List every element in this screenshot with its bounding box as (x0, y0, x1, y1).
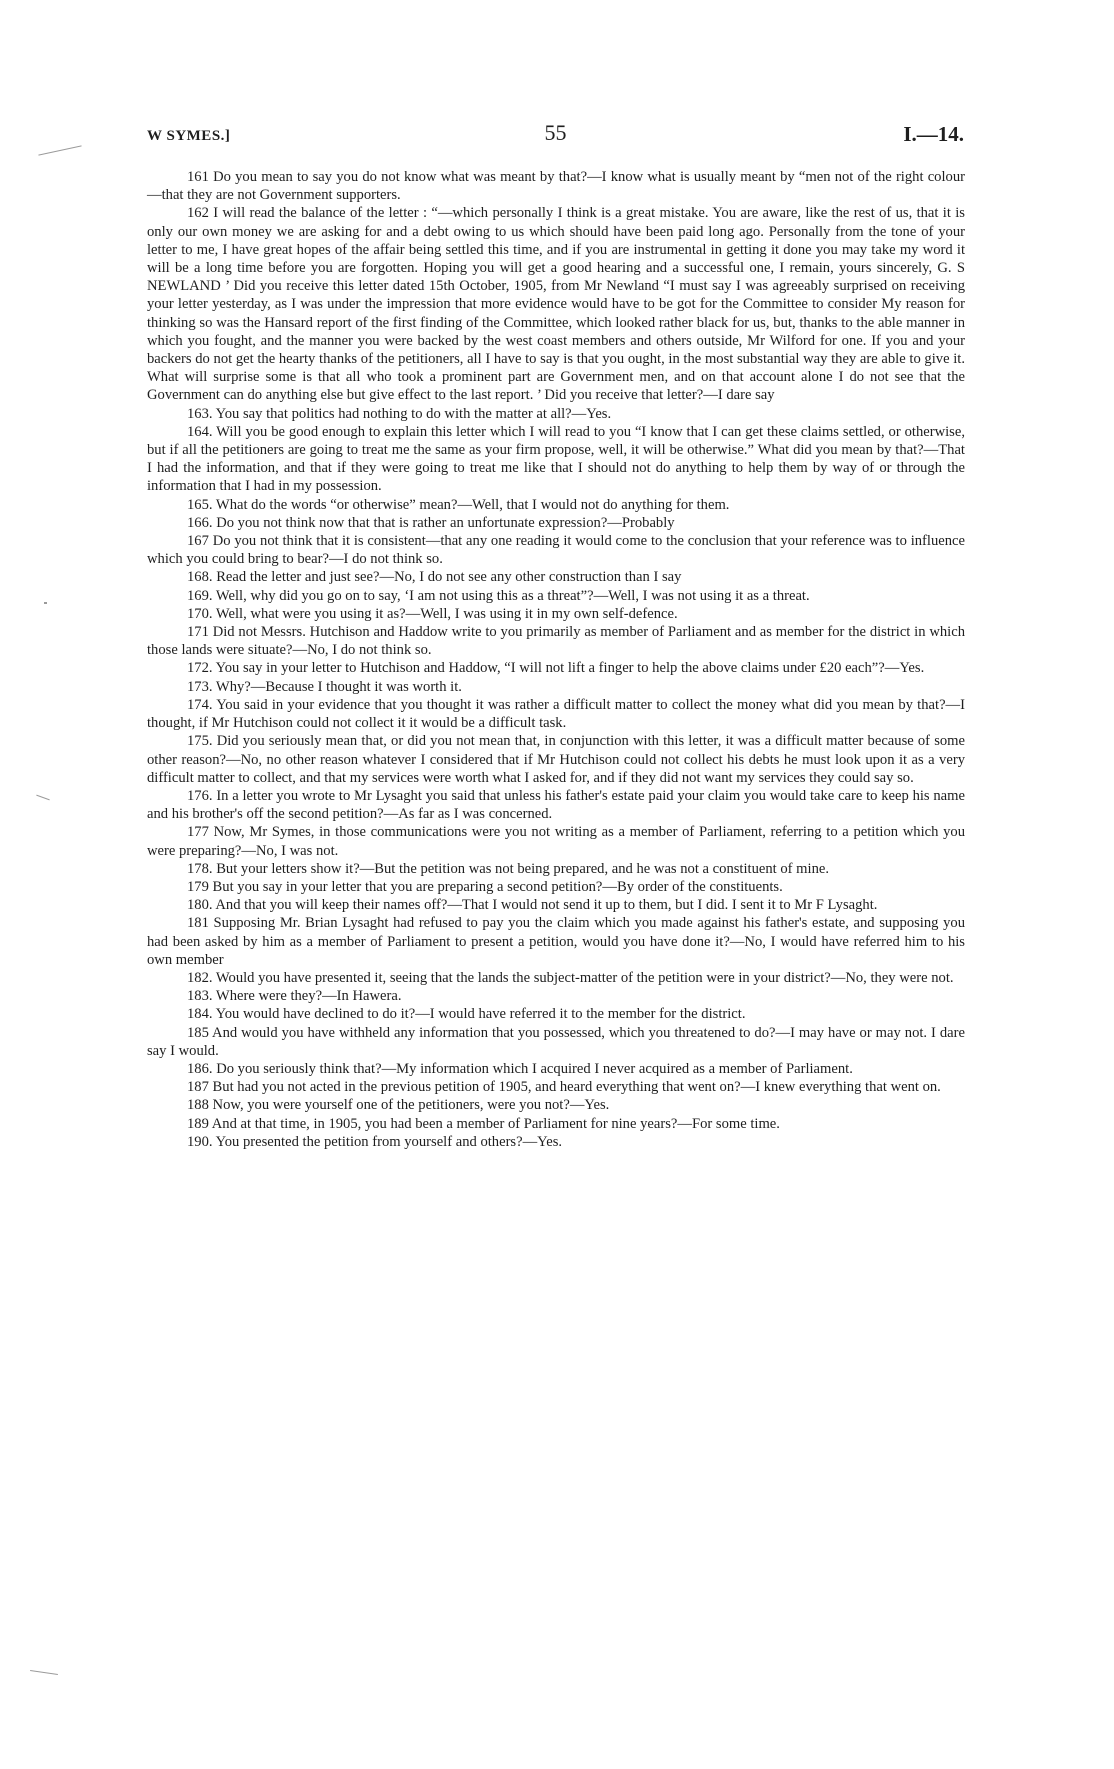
evidence-paragraph: 180. And that you will keep their names off?—That I would not send it up to them, but I did. I sent it to Mr F Lysaght. (187, 897, 878, 914)
evidence-paragraph: 189 And at that time, in 1905, you had been a member of Parliament for nine years?—For some time. (187, 1115, 780, 1132)
evidence-paragraph: 181 Supposing Mr. Brian Lysaght had refused to pay you the claim which you made against his father's estate, and supposing you had been asked by him as a member of Parliament to present a petition, would you have done it?—No, I would have referred him to his own member (147, 915, 965, 968)
evidence-paragraph: 171 Did not Messrs. Hutchison and Haddow write to you primarily as member of Parliament and as member for the district in which those lands were situate?—No, I do not think so. (147, 624, 965, 659)
header-witness-name: W SYMES.] (147, 128, 231, 144)
evidence-paragraph: 179 But you say in your letter that you are preparing a second petition?—By order of the constituents. (187, 878, 783, 895)
evidence-paragraph: 177 Now, Mr Symes, in those communications were you not writing as a member of Parliament, referring to a petition which you were preparing?—No, I was not. (147, 824, 965, 859)
evidence-paragraph: 184. You would have declined to do it?—I would have referred it to the member for the district. (187, 1006, 746, 1023)
evidence-paragraph: 174. You said in your evidence that you thought it was rather a difficult matter to collect the money what did you mean by that?—I thought, if Mr Hutchison could not collect it it would be a difficult task. (147, 696, 965, 732)
evidence-paragraph: 188 Now, you were yourself one of the petitioners, were you not?—Yes. (187, 1097, 610, 1114)
evidence-paragraph: 173. Why?—Because I thought it was worth it. (187, 678, 462, 695)
evidence-paragraph: 183. Where were they?—In Hawera. (187, 988, 402, 1005)
margin-mark (44, 602, 47, 604)
evidence-paragraph: 172. You say in your letter to Hutchison and Haddow, “I will not lift a finger to help the above claims under £20 each”?—Yes. (187, 660, 925, 677)
evidence-paragraph: 165. What do the words “or otherwise” mean?—Well, that I would not do anything for them. (187, 496, 730, 513)
margin-mark (30, 1670, 58, 1675)
evidence-paragraph: 190. You presented the petition from yourself and others?—Yes. (187, 1133, 563, 1150)
evidence-paragraph: 182. Would you have presented it, seeing that the lands the subject-matter of the petition were in your district?—No, they were not. (187, 969, 954, 986)
evidence-paragraph: 178. But your letters show it?—But the petition was not being prepared, and he was not a constituent of mine. (187, 860, 829, 877)
page-header (147, 120, 964, 152)
evidence-paragraph: 164. Will you be good enough to explain this letter which I will read to you “I know that I can get these claims settled, or otherwise, but if all the petitioners are going to treat me the same as your firm propose, well, it will be otherwise.” What did you mean by that?—That I had the information, and that if they were going to treat me like that I should not do anything to help them by way of or through the information that I had in my possession. (147, 423, 965, 495)
evidence-paragraph: 169. Well, why did you go on to say, ‘I am not using this as a threat”?—Well, I was not using it as a threat. (187, 587, 810, 604)
evidence-paragraph: 163. You say that politics had nothing to do with the matter at all?—Yes. (187, 405, 612, 422)
margin-mark (36, 795, 49, 801)
evidence-paragraph: 167 Do you not think that it is consistent—that any one reading it would come to the conclusion that your reference was to influence which you could bring to bear?—I do not think so. (147, 533, 965, 568)
evidence-paragraph: 166. Do you not think now that that is rather an unfortunate expression?—Probably (187, 514, 675, 531)
evidence-paragraph: 161 Do you mean to say you do not know what was meant by that?—I know what is usually meant by “men not of the right colour —that they are not Government supporters. (147, 169, 965, 204)
evidence-paragraph: 176. In a letter you wrote to Mr Lysaght you said that unless his father's estate paid your claim you would take care to keep his name and his brother's off the second petition?—As far as I was concerned. (147, 787, 965, 823)
evidence-paragraph: 175. Did you seriously mean that, or did you not mean that, in conjunction with this letter, it was a difficult matter because of some other reason?—No, no other reason whatever I considered that if Mr Hutchison could not collect his debts he must look upon it as a very difficult matter to collect, and that my services were worth what I asked for, and if they did not want my services they could say so. (147, 733, 965, 786)
evidence-paragraph: 187 But had you not acted in the previous petition of 1905, and heard everything that went on?—I knew everything that went on. (187, 1079, 941, 1096)
page-number: 55 (544, 120, 567, 145)
evidence-paragraph: 186. Do you seriously think that?—My information which I acquired I never acquired as a member of Parliament. (187, 1060, 853, 1077)
margin-mark (38, 145, 81, 155)
evidence-paragraph: 168. Read the letter and just see?—No, I do not see any other construction than I say (187, 569, 682, 586)
minutes-of-evidence (147, 168, 965, 1151)
evidence-paragraph: 162 I will read the balance of the letter : “—which personally I think is a great mistake. You are aware, like the rest of us, that it is only our own money we are asking for and a debt owing to us which should have been paid long ago. Personally from the tone of your letter to me, I have great hopes of the affair being settled this time, and if you are instrumental in getting it done you may take my word it will be a long time before you are forgotten. Hoping you will get a good hearing and a successful one, I remain, yours sincerely, G. S NEWLAND ’ Did you receive this letter dated 15th October, 1905, from Mr Newland “I must say I was agreeably surprised on receiving your letter yesterday, as I was under the impression that more evidence would have to be got for the Committee to consider My reason for thinking so was the Hansard report of the first finding of the Committee, which looked rather black for us, but, thanks to the able manner in which you fought, and the manner you were backed by the west coast members and others outside, Mr Wilford for one. If you and your backers do not get the hearty thanks of the petitioners, all I have to say is that you ought, in the most substantial way they are able to give it. What will surprise some is that all who took a prominent part are Government men, and on that account alone I do not see that the Government can do anything else but give effect to the last report. ’ Did you receive that letter?—I dare say (147, 205, 965, 404)
evidence-paragraph: 185 And would you have withheld any information that you possessed, which you threatened to do?—I may have or may not. I dare say I would. (147, 1024, 965, 1059)
document-reference: I.—14. (903, 122, 964, 146)
evidence-paragraph: 170. Well, what were you using it as?—Well, I was using it in my own self-defence. (187, 605, 678, 622)
